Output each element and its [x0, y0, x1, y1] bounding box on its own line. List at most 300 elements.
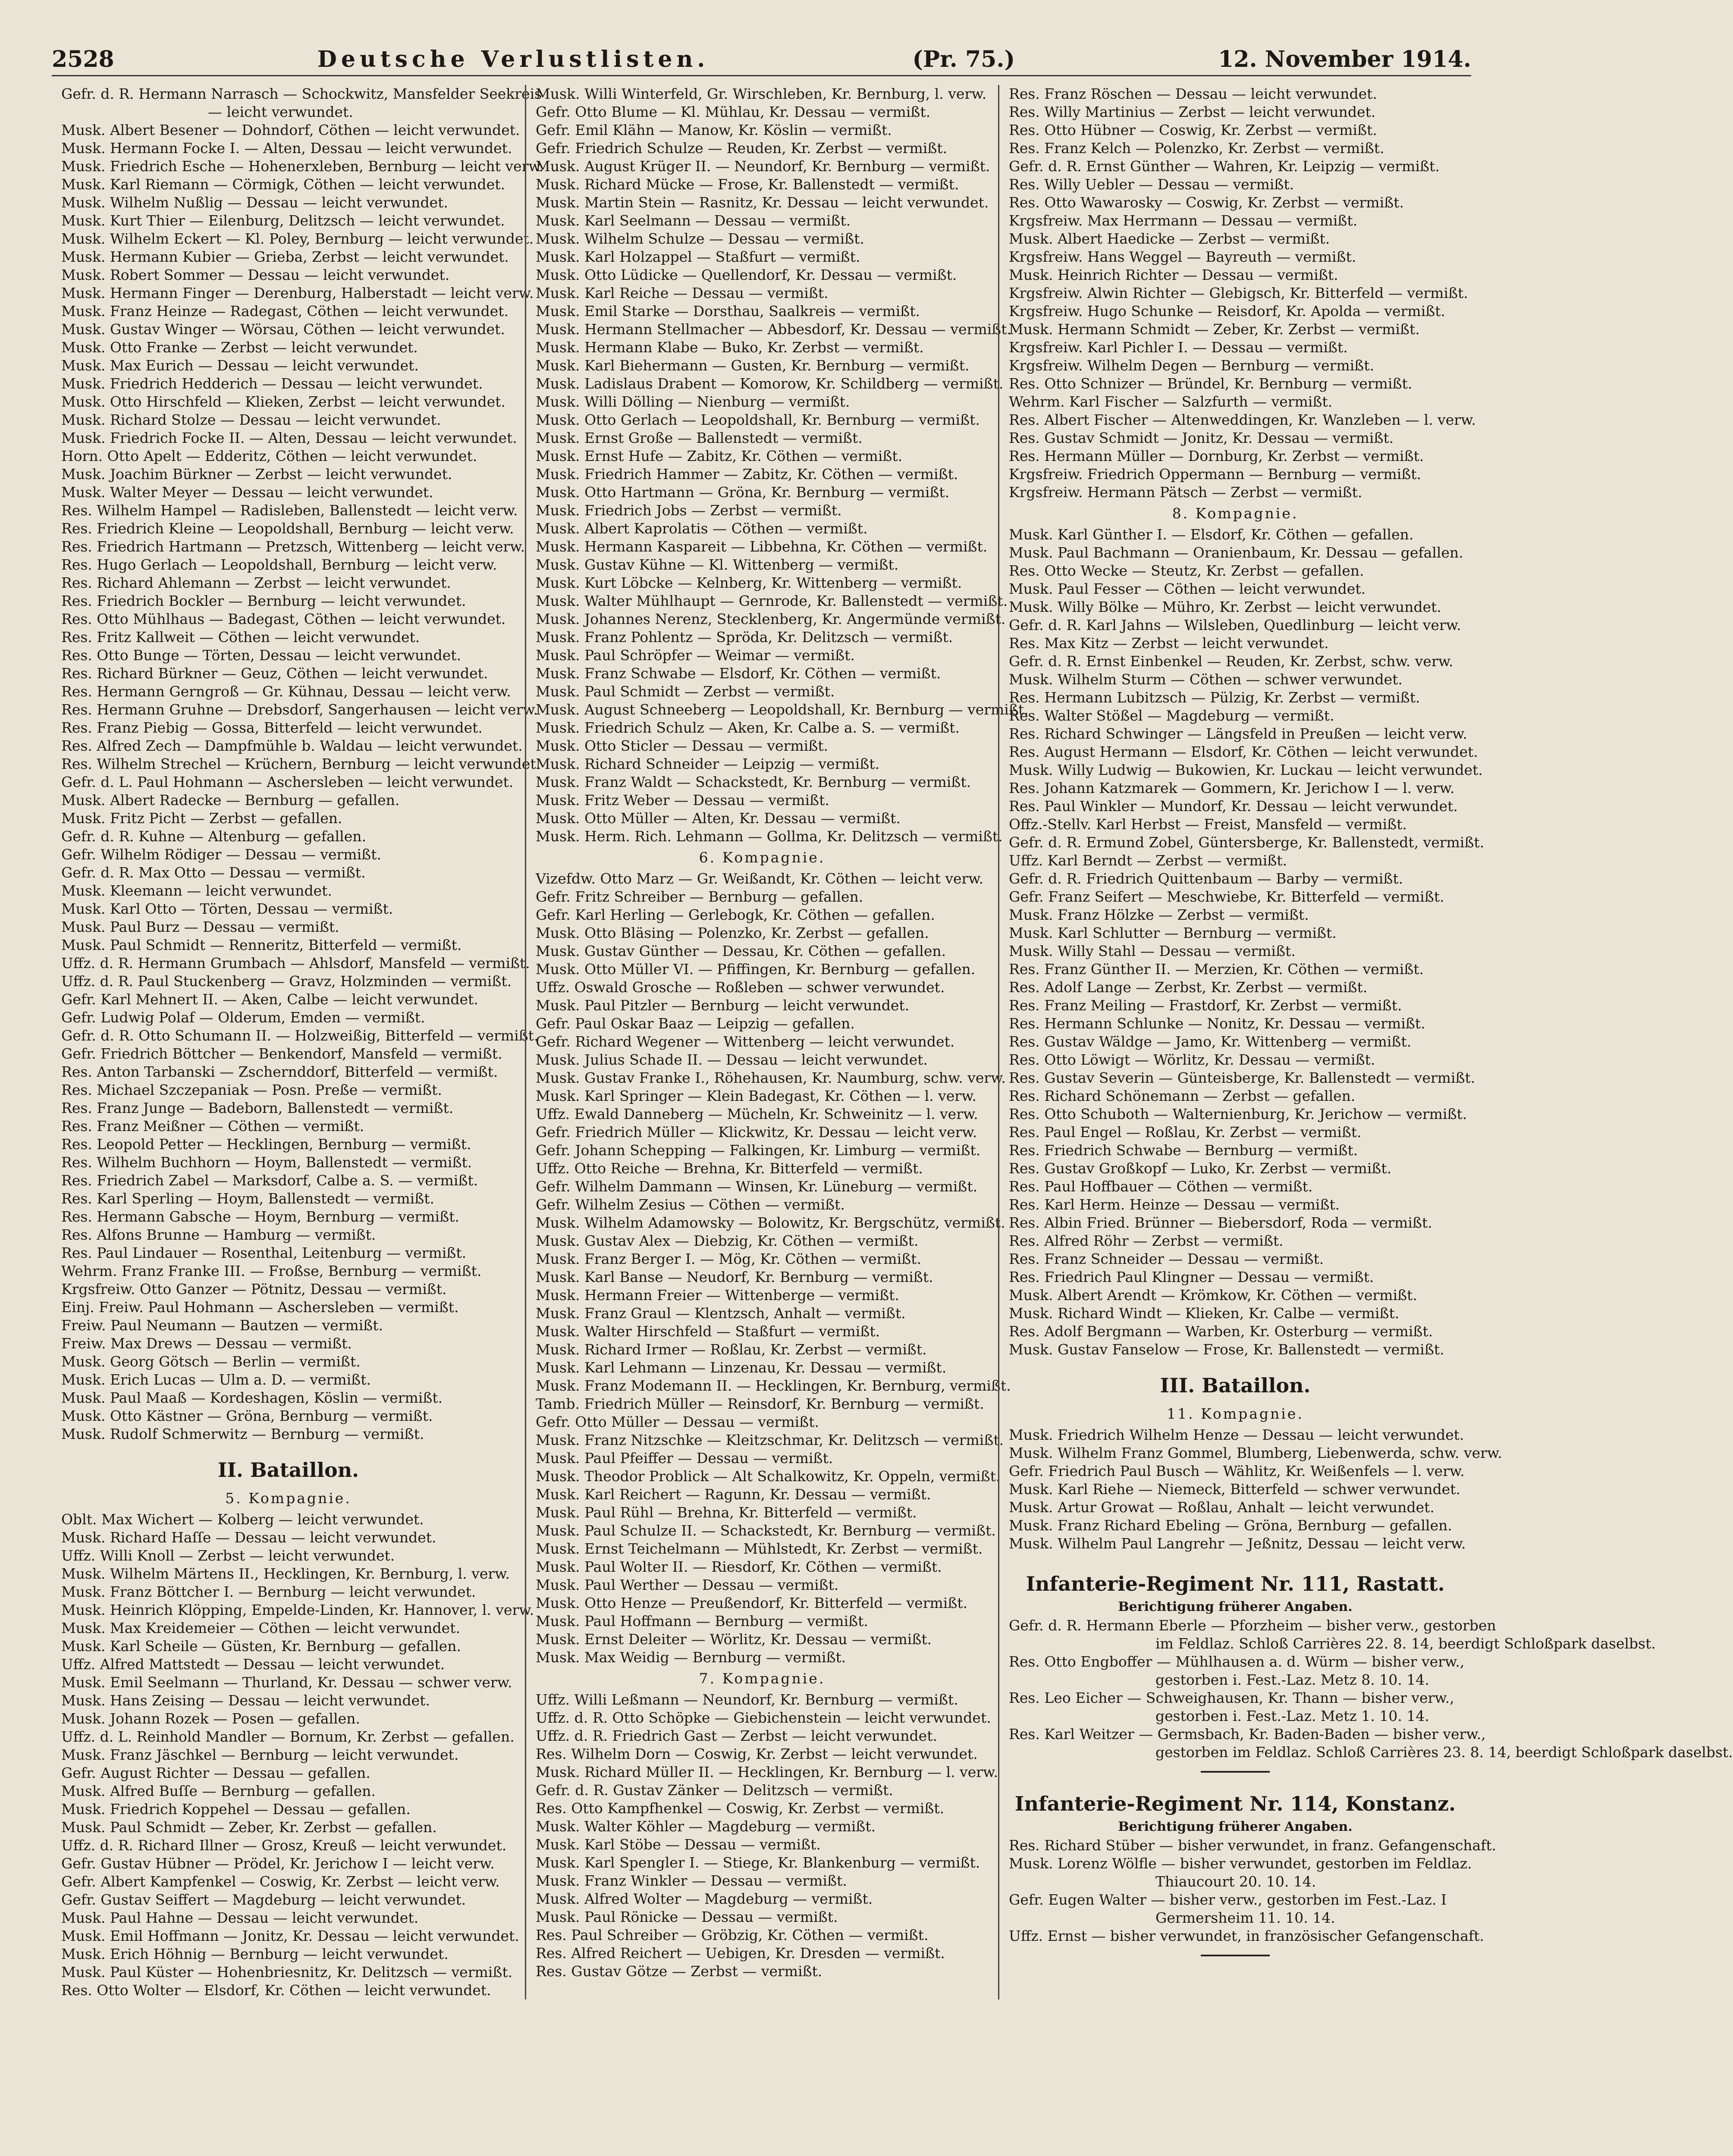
list-entry: Res. Otto Engboffer — Mühlhausen a. d. Würm — bisher verw.,	[1009, 1653, 1465, 1670]
list-entry-continuation: im Feldlaz. Schloß Carrières 22. 8. 14, beerdigt Schloßpark daselbst.	[1155, 1635, 1656, 1652]
list-entry: Res. Paul Engel — Roßlau, Kr. Zerbst — vermißt.	[1009, 1124, 1362, 1141]
list-entry: Gefr. Otto Müller — Dessau — vermißt.	[536, 1413, 819, 1430]
list-entry: Gefr. Friedrich Müller — Klickwitz, Kr. Dessau — leicht verw.	[536, 1124, 977, 1141]
list-entry: Musk. Friedrich Koppehel — Dessau — gefallen.	[61, 1801, 411, 1818]
list-entry: Musk. Friedrich Hedderich — Dessau — leicht verwundet.	[61, 375, 483, 392]
list-entry: Res. Franz Piebig — Gossa, Bitterfeld — leicht verwundet.	[61, 719, 483, 736]
list-entry: Musk. Wilhelm Paul Langrehr — Jeßnitz, Dessau — leicht verw.	[1009, 1535, 1466, 1552]
list-entry: Uffz. Karl Berndt — Zerbst — vermißt.	[1009, 852, 1287, 869]
separator-rule	[1201, 1771, 1270, 1773]
list-entry: Res. Alfred Zech — Dampfmühle b. Waldau — leicht verwundet.	[61, 737, 523, 754]
list-entry: Musk. Albert Haedicke — Zerbst — vermißt.	[1009, 230, 1330, 247]
list-entry: Musk. Alfred Buſſe — Bernburg — gefallen.	[61, 1783, 376, 1799]
list-entry: Musk. Paul Rönicke — Dessau — vermißt.	[536, 1908, 838, 1925]
list-entry: Musk. Franz Böttcher I. — Bernburg — leicht verwundet.	[61, 1583, 476, 1600]
list-entry: Res. Otto Wecke — Steutz, Kr. Zerbst — gefallen.	[1009, 562, 1364, 579]
list-entry-continuation: gestorben i. Fest.-Laz. Metz 1. 10. 14.	[1155, 1708, 1429, 1724]
list-entry: Res. Hermann Gruhne — Drebsdorf, Sangerhausen — leicht verw.	[61, 701, 538, 718]
list-entry: Gefr. d. R. Kuhne — Altenburg — gefallen.	[61, 828, 366, 845]
list-entry: Musk. Albert Arendt — Krömkow, Kr. Cöthen — vermißt.	[1009, 1287, 1417, 1304]
list-entry: Gefr. Richard Wegener — Wittenberg — leicht verwundet.	[536, 1033, 955, 1050]
list-entry: Res. Otto Bunge — Törten, Dessau — leicht verwundet.	[61, 647, 462, 664]
list-entry: Musk. Paul Schmidt — Zeber, Kr. Zerbst — gefallen.	[61, 1819, 437, 1836]
list-entry: Musk. Emil Starke — Dorsthau, Saalkreis — vermißt.	[536, 303, 920, 320]
list-entry: Musk. Friedrich Jobs — Zerbst — vermißt.	[536, 502, 842, 519]
list-entry: Res. Michael Szczepaniak — Posn. Preße — vermißt.	[61, 1081, 442, 1098]
list-entry: Res. Walter Stößel — Magdeburg — vermißt.	[1009, 707, 1334, 724]
list-entry: Res. Alfons Brunne — Hamburg — vermißt.	[61, 1226, 376, 1243]
list-entry: Res. Otto Wolter — Elsdorf, Kr. Cöthen — leicht verwundet.	[61, 1982, 491, 1999]
list-entry: Gefr. d. R. Max Otto — Dessau — vermißt.	[61, 864, 366, 881]
list-entry: Musk. Hermann Stellmacher — Abbesdorf, Kr. Dessau — vermißt.	[536, 321, 1011, 338]
list-entry: Musk. Paul Schulze II. — Schackstedt, Kr. Bernburg — vermißt.	[536, 1522, 996, 1539]
list-entry: Musk. Karl Scheile — Güsten, Kr. Bernburg — gefallen.	[61, 1638, 461, 1655]
list-entry: Gefr. d. R. Ermund Zobel, Güntersberge, Kr. Ballenstedt, vermißt.	[1009, 834, 1485, 851]
list-entry: Musk. Karl Springer — Klein Badegast, Kr. Cöthen — l. verw.	[536, 1087, 976, 1104]
company-heading: 7. Kompagnie.	[699, 1670, 826, 1687]
list-entry: Musk. Paul Maaß — Kordeshagen, Köslin — vermißt.	[61, 1389, 443, 1406]
list-entry: Vizefdw. Otto Marz — Gr. Weißandt, Kr. Cöthen — leicht verw.	[536, 870, 984, 887]
list-entry: Musk. Ernst Deleiter — Wörlitz, Kr. Dessau — vermißt.	[536, 1631, 932, 1648]
list-entry: Musk. Walter Hirschfeld — Staßfurt — vermißt.	[536, 1323, 880, 1340]
list-entry: Gefr. d. R. Gustav Zänker — Delitzsch — vermißt.	[536, 1782, 893, 1799]
list-entry: Gefr. d. R. Ernst Einbenkel — Reuden, Kr. Zerbst, schw. verw.	[1009, 653, 1454, 670]
list-entry: Res. Franz Meißner — Cöthen — vermißt.	[61, 1118, 364, 1134]
list-entry: Musk. Willy Stahl — Dessau — vermißt.	[1009, 943, 1296, 959]
list-entry: Uffz. d. L. Reinhold Mandler — Bornum, Kr. Zerbst — gefallen.	[61, 1728, 515, 1745]
list-entry: Oblt. Max Wichert — Kolberg — leicht verwundet.	[61, 1511, 424, 1528]
list-entry: Musk. Richard Schneider — Leipzig — vermißt.	[536, 755, 879, 772]
list-entry: Musk. Paul Pfeiffer — Dessau — vermißt.	[536, 1450, 833, 1467]
list-entry: Krgsfreiw. Max Herrmann — Dessau — vermißt.	[1009, 212, 1358, 229]
list-entry-continuation: Thiaucourt 20. 10. 14.	[1155, 1873, 1316, 1890]
company-heading: 6. Kompagnie.	[699, 849, 826, 866]
list-entry: Res. Otto Kampfhenkel — Coswig, Kr. Zerbst — vermißt.	[536, 1800, 945, 1817]
list-entry: Res. Leopold Petter — Hecklingen, Bernburg — vermißt.	[61, 1136, 471, 1153]
list-entry: Horn. Otto Apelt — Edderitz, Cöthen — leicht verwundet.	[61, 448, 477, 464]
list-entry: Musk. Hermann Freier — Wittenberge — vermißt.	[536, 1287, 899, 1304]
list-entry: Musk. Rudolf Schmerwitz — Bernburg — vermißt.	[61, 1426, 424, 1442]
list-entry: Musk. Otto Hartmann — Gröna, Kr. Bernburg — vermißt.	[536, 484, 950, 501]
list-entry: Musk. Max Kreidemeier — Cöthen — leicht verwundet.	[61, 1620, 460, 1636]
list-entry: Musk. Theodor Problick — Alt Schalkowitz, Kr. Oppeln, vermißt.	[536, 1468, 1001, 1485]
list-entry: Musk. Otto Lüdicke — Quellendorf, Kr. Dessau — vermißt.	[536, 266, 957, 283]
list-entry: Musk. Emil Seelmann — Thurland, Kr. Dessau — schwer verw.	[61, 1674, 512, 1691]
list-entry: Res. Karl Weitzer — Germsbach, Kr. Baden-Baden — bisher verw.,	[1009, 1726, 1486, 1742]
list-entry: Res. Hermann Gabsche — Hoym, Bernburg — vermißt.	[61, 1208, 459, 1225]
list-entry: Musk. Franz Graul — Klentzsch, Anhalt — vermißt.	[536, 1305, 906, 1322]
list-entry: Res. Gustav Wäldge — Jamo, Kr. Wittenberg — vermißt.	[1009, 1033, 1412, 1050]
regiment-heading: Infanterie-Regiment Nr. 111, Rastatt.	[1026, 1572, 1445, 1595]
list-entry: Res. Friedrich Kleine — Leopoldshall, Bernburg — leicht verw.	[61, 520, 514, 537]
list-entry: Musk. Gustav Franke I., Röhehausen, Kr. Naumburg, schw. verw.	[536, 1069, 1006, 1086]
list-entry: Musk. Emil Hoffmann — Jonitz, Kr. Dessau — leicht verwundet.	[61, 1927, 519, 1944]
list-entry: Musk. Paul Werther — Dessau — vermißt.	[536, 1576, 839, 1593]
list-entry: Musk. Gustav Günther — Dessau, Kr. Cöthen — gefallen.	[536, 943, 946, 959]
list-entry: Res. Franz Röschen — Dessau — leicht verwundet.	[1009, 85, 1377, 102]
list-entry: Res. Max Kitz — Zerbst — leicht verwundet.	[1009, 635, 1329, 652]
list-entry: Musk. Otto Hirschfeld — Klieken, Zerbst — leicht verwundet.	[61, 393, 505, 410]
list-entry: Uffz. d. R. Richard Illner — Grosz, Kreuß — leicht verwundet.	[61, 1837, 507, 1854]
list-entry: Krgsfreiw. Karl Pichler I. — Dessau — vermißt.	[1009, 339, 1348, 356]
list-entry: Musk. Willi Winterfeld, Gr. Wirschleben, Kr. Bernburg, l. verw.	[536, 85, 987, 102]
company-heading: 8. Kompagnie.	[1172, 505, 1299, 522]
list-entry: Musk. Otto Franke — Zerbst — leicht verwundet.	[61, 339, 418, 356]
list-entry: Musk. Ernst Hufe — Zabitz, Kr. Cöthen — vermißt.	[536, 448, 903, 464]
list-entry: Musk. Paul Bachmann — Oranienbaum, Kr. Dessau — gefallen.	[1009, 544, 1463, 561]
list-entry: Gefr. d. R. Hermann Narrasch — Schockwitz, Mansfelder Seekreis	[61, 85, 542, 102]
list-entry: Uffz. d. R. Otto Schöpke — Giebichenstein — leicht verwundet.	[536, 1709, 991, 1726]
list-entry: Gefr. Franz Seifert — Meschwiebe, Kr. Bitterfeld — vermißt.	[1009, 888, 1444, 905]
issue-number: (Pr. 75.)	[912, 46, 1015, 72]
list-entry: Res. Johann Katzmarek — Gommern, Kr. Jerichow I — l. verw.	[1009, 780, 1455, 796]
list-entry: Musk. Friedrich Schulz — Aken, Kr. Calbe a. S. — vermißt.	[536, 719, 960, 736]
list-entry: Gefr. Otto Blume — Kl. Mühlau, Kr. Dessau — vermißt.	[536, 103, 931, 120]
list-entry: Offz.-Stellv. Karl Herbst — Freist, Mansfeld — vermißt.	[1009, 816, 1407, 833]
list-entry: Musk. Friedrich Esche — Hohenerxleben, Bernburg — leicht verw.	[61, 158, 544, 175]
list-entry: Gefr. Emil Klähn — Manow, Kr. Köslin — vermißt.	[536, 122, 892, 138]
list-entry: Tamb. Friedrich Müller — Reinsdorf, Kr. Bernburg — vermißt.	[536, 1395, 984, 1412]
list-entry: Musk. Hermann Klabe — Buko, Kr. Zerbst — vermißt.	[536, 339, 924, 356]
list-entry: Uffz. Willi Leßmann — Neundorf, Kr. Bernburg — vermißt.	[536, 1691, 958, 1708]
list-entry: Wehrm. Karl Fischer — Salzfurth — vermißt.	[1009, 393, 1333, 410]
list-entry: Musk. Karl Spengler I. — Stiege, Kr. Blankenburg — vermißt.	[536, 1854, 980, 1871]
list-entry: Musk. Max Eurich — Dessau — leicht verwundet.	[61, 357, 419, 374]
list-entry: Musk. Karl Biehermann — Gusten, Kr. Bernburg — vermißt.	[536, 357, 970, 374]
list-entry-continuation: gestorben i. Fest.-Laz. Metz 8. 10. 14.	[1155, 1671, 1429, 1688]
list-entry: Musk. Wilhelm Adamowsky — Bolowitz, Kr. Bergschütz, vermißt.	[536, 1214, 1005, 1231]
list-entry: Res. Otto Schuboth — Walternienburg, Kr. Jerichow — vermißt.	[1009, 1106, 1467, 1122]
list-entry: Musk. Richard Irmer — Roßlau, Kr. Zerbst — vermißt.	[536, 1341, 927, 1358]
list-entry: Res. Paul Lindauer — Rosenthal, Leitenburg — vermißt.	[61, 1244, 467, 1261]
list-entry: Krgsfreiw. Otto Ganzer — Pötnitz, Dessau — vermißt.	[61, 1281, 447, 1297]
list-entry: Musk. Albert Radecke — Bernburg — gefallen.	[61, 792, 400, 808]
list-entry: Musk. Johannes Nerenz, Stecklenberg, Kr. Angermünde vermißt.	[536, 611, 1006, 627]
list-entry: Gefr. Karl Herling — Gerlebogk, Kr. Cöthen — gefallen.	[536, 906, 935, 923]
battalion-heading: III. Bataillon.	[1160, 1374, 1311, 1397]
list-entry: Gefr. August Richter — Dessau — gefallen.	[61, 1764, 370, 1781]
list-entry: Res. Karl Sperling — Hoym, Ballenstedt — vermißt.	[61, 1190, 434, 1207]
list-entry: Res. Albert Fischer — Altenweddingen, Kr. Wanzleben — l. verw.	[1009, 411, 1476, 428]
list-entry: Musk. Albert Kaprolatis — Cöthen — vermißt.	[536, 520, 868, 537]
list-entry: Res. Alfred Reichert — Uebigen, Kr. Dresden — vermißt.	[536, 1945, 945, 1962]
list-entry: Musk. Heinrich Richter — Dessau — vermißt.	[1009, 266, 1338, 283]
list-entry: Res. Karl Herm. Heinze — Dessau — vermißt.	[1009, 1196, 1340, 1213]
list-entry: Musk. Gustav Kühne — Kl. Wittenberg — vermißt.	[536, 556, 899, 573]
list-entry: Krgsfreiw. Hermann Pätsch — Zerbst — vermißt.	[1009, 484, 1363, 501]
list-entry: Musk. Otto Sticler — Dessau — vermißt.	[536, 737, 828, 754]
list-entry: Musk. Albert Besener — Dohndorf, Cöthen — leicht verwundet.	[61, 122, 520, 138]
list-entry: Musk. Martin Stein — Rasnitz, Kr. Dessau — leicht verwundet.	[536, 194, 989, 211]
list-entry: Res. Friedrich Bockler — Bernburg — leicht verwundet.	[61, 592, 466, 609]
list-entry: Res. Richard Ahlemann — Zerbst — leicht verwundet.	[61, 574, 451, 591]
list-entry: Musk. Paul Fesser — Cöthen — leicht verwundet.	[1009, 580, 1366, 597]
list-entry: Musk. Richard Haſſe — Dessau — leicht verwundet.	[61, 1529, 436, 1546]
list-entry: Res. Leo Eicher — Schweighausen, Kr. Thann — bisher verw.,	[1009, 1689, 1454, 1706]
list-entry: Gefr. Wilhelm Zesius — Cöthen — vermißt.	[536, 1196, 845, 1213]
list-entry: Gefr. Gustav Seiffert — Magdeburg — leicht verwundet.	[61, 1891, 466, 1908]
list-entry: Musk. Otto Müller VI. — Pfiffingen, Kr. Bernburg — gefallen.	[536, 961, 976, 978]
list-entry: Musk. Wilhelm Schulze — Dessau — vermißt.	[536, 230, 864, 247]
list-entry: Res. Otto Mühlhaus — Badegast, Cöthen — leicht verwundet.	[61, 611, 506, 627]
list-entry: Musk. Paul Küster — Hohenbriesnitz, Kr. Delitzsch — vermißt.	[61, 1964, 513, 1981]
list-entry: Musk. Wilhelm Sturm — Cöthen — schwer verwundet.	[1009, 671, 1403, 688]
list-entry: Musk. Otto Bläsing — Polenzko, Kr. Zerbst — gefallen.	[536, 924, 929, 941]
list-entry: Musk. Otto Kästner — Gröna, Bernburg — vermißt.	[61, 1407, 433, 1424]
list-entry: Uffz. Oswald Grosche — Roßleben — schwer verwundet.	[536, 979, 945, 996]
list-entry: Res. Franz Meiling — Frastdorf, Kr. Zerbst — vermißt.	[1009, 997, 1402, 1014]
list-entry: Musk. Franz Heinze — Radegast, Cöthen — leicht verwundet.	[61, 303, 509, 320]
list-entry: Musk. Richard Müller II. — Hecklingen, Kr. Bernburg — l. verw.	[536, 1764, 998, 1780]
list-entry-continuation: gestorben im Feldlaz. Schloß Carrières 23. 8. 14, beerdigt Schloßpark daselbst.	[1155, 1744, 1733, 1761]
list-entry: Musk. Alfred Wolter — Magdeburg — vermißt.	[536, 1890, 873, 1907]
list-entry: Res. Willy Martinius — Zerbst — leicht verwundet.	[1009, 103, 1376, 120]
list-entry: Musk. Hermann Finger — Derenburg, Halberstadt — leicht verw.	[61, 285, 534, 301]
list-entry: Gefr. Karl Mehnert II. — Aken, Calbe — leicht verwundet.	[61, 991, 478, 1008]
publication-title: Deutsche Verlustlisten.	[317, 46, 710, 72]
list-entry: Musk. Kleemann — leicht verwundet.	[61, 882, 332, 899]
column-1	[52, 85, 544, 1999]
list-entry: Res. Otto Hübner — Coswig, Kr. Zerbst — vermißt.	[1009, 122, 1377, 138]
list-entry: Einj. Freiw. Paul Hohmann — Aschersleben — vermißt.	[61, 1299, 459, 1316]
list-entry: Gefr. d. R. Hermann Eberle — Pforzheim — bisher verw., gestorben	[1009, 1617, 1496, 1634]
list-entry: Res. August Hermann — Elsdorf, Kr. Cöthen — leicht verwundet.	[1009, 743, 1478, 760]
list-entry: Uffz. d. R. Friedrich Gast — Zerbst — leicht verwundet.	[536, 1727, 937, 1744]
list-entry: Musk. August Krüger II. — Neundorf, Kr. Bernburg — vermißt.	[536, 158, 990, 175]
list-entry: Uffz. Otto Reiche — Brehna, Kr. Bitterfeld — vermißt.	[536, 1160, 923, 1177]
list-entry: Musk. Willy Ludwig — Bukowien, Kr. Luckau — leicht verwundet.	[1009, 761, 1483, 778]
list-entry: Musk. Karl Seelmann — Dessau — vermißt.	[536, 212, 851, 229]
list-entry: Musk. Paul Wolter II. — Riesdorf, Kr. Cöthen — vermißt.	[536, 1558, 942, 1575]
list-entry: Krgsfreiw. Wilhelm Degen — Bernburg — vermißt.	[1009, 357, 1374, 374]
list-entry: Res. Gustav Großkopf — Luko, Kr. Zerbst — vermißt.	[1009, 1160, 1392, 1177]
list-entry: Res. Adolf Lange — Zerbst, Kr. Zerbst — vermißt.	[1009, 979, 1368, 996]
list-entry: Musk. Franz Berger I. — Mög, Kr. Cöthen — vermißt.	[536, 1250, 921, 1267]
list-entry: Gefr. Eugen Walter — bisher verw., gestorben im Fest.-Laz. I	[1009, 1891, 1447, 1908]
list-entry: Musk. Karl Günther I. — Elsdorf, Kr. Cöthen — gefallen.	[1009, 526, 1414, 543]
list-entry: Gefr. Ludwig Polaf — Olderum, Emden — vermißt.	[61, 1009, 425, 1026]
list-entry: Res. Franz Schneider — Dessau — vermißt.	[1009, 1250, 1324, 1267]
list-entry: Musk. Paul Schmidt — Zerbst — vermißt.	[536, 683, 835, 700]
list-entry: Musk. August Schneeberg — Leopoldshall, Kr. Bernburg — vermißt.	[536, 701, 1029, 718]
list-entry: Uffz. Willi Knoll — Zerbst — leicht verwundet.	[61, 1547, 395, 1564]
list-entry: Gefr. Friedrich Böttcher — Benkendorf, Mansfeld — vermißt.	[61, 1045, 502, 1062]
list-entry: Musk. Franz Waldt — Schackstedt, Kr. Bernburg — vermißt.	[536, 774, 971, 790]
list-entry: Uffz. Alfred Mattstedt — Dessau — leicht verwundet.	[61, 1656, 445, 1673]
list-entry: Musk. Artur Growat — Roßlau, Anhalt — leicht verwundet.	[1009, 1499, 1435, 1516]
list-entry: Gefr. d. R. Ernst Günther — Wahren, Kr. Leipzig — vermißt.	[1009, 158, 1440, 175]
list-entry: Musk. Paul Schmidt — Renneritz, Bitterfeld — vermißt.	[61, 937, 462, 953]
list-entry: Res. Fritz Kallweit — Cöthen — leicht verwundet.	[61, 629, 420, 646]
list-entry: Musk. Karl Reichert — Ragunn, Kr. Dessau — vermißt.	[536, 1486, 931, 1503]
list-entry: Gefr. Albert Kampfenkel — Coswig, Kr. Zerbst — leicht verw.	[61, 1873, 500, 1890]
list-entry: Musk. Karl Banse — Neudorf, Kr. Bernburg — vermißt.	[536, 1269, 933, 1285]
list-entry: Freiw. Max Drews — Dessau — vermißt.	[61, 1335, 352, 1352]
list-entry: Musk. Franz Hölzke — Zerbst — vermißt.	[1009, 906, 1309, 923]
battalion-heading: II. Bataillon.	[217, 1458, 359, 1482]
list-entry: Res. Adolf Bergmann — Warben, Kr. Osterburg — vermißt.	[1009, 1323, 1433, 1340]
list-entry: Musk. Walter Meyer — Dessau — leicht verwundet.	[61, 484, 433, 501]
list-entry: Gefr. Paul Oskar Baaz — Leipzig — gefallen.	[536, 1015, 855, 1032]
list-entry: Musk. Friedrich Focke II. — Alten, Dessau — leicht verwundet.	[61, 429, 517, 446]
list-entry: Musk. Karl Stöbe — Dessau — vermißt.	[536, 1836, 821, 1853]
list-entry: Musk. Kurt Löbcke — Kelnberg, Kr. Wittenberg — vermißt.	[536, 574, 962, 591]
list-entry: Musk. Franz Richard Ebeling — Gröna, Bernburg — gefallen.	[1009, 1517, 1452, 1534]
list-entry: Musk. Fritz Picht — Zerbst — gefallen.	[61, 810, 342, 827]
list-entry: Musk. Ladislaus Drabent — Komorow, Kr. Schildberg — vermißt.	[536, 375, 1004, 392]
list-entry: Res. Richard Schwinger — Längsfeld in Preußen — leicht verw.	[1009, 725, 1467, 742]
list-entry: Musk. Paul Hoffmann — Bernburg — vermißt.	[536, 1613, 868, 1630]
list-entry: Res. Wilhelm Strechel — Krüchern, Bernburg — leicht verwundet.	[61, 755, 541, 772]
list-entry: Res. Hermann Müller — Dornburg, Kr. Zerbst — vermißt.	[1009, 448, 1424, 464]
list-entry: Uffz. d. R. Paul Stuckenberg — Gravz, Holzminden — vermißt.	[61, 973, 512, 990]
section-subheading: Berichtigung früherer Angaben.	[1118, 1819, 1353, 1834]
list-entry: Musk. Karl Riemann — Cörmigk, Cöthen — leicht verwundet.	[61, 176, 505, 193]
list-entry: Musk. Franz Jäschkel — Bernburg — leicht verwundet.	[61, 1746, 459, 1763]
list-entry: Musk. Gustav Winger — Wörsau, Cöthen — leicht verwundet.	[61, 321, 505, 338]
list-entry: Res. Paul Winkler — Mundorf, Kr. Dessau — leicht verwundet.	[1009, 798, 1458, 815]
list-entry: Res. Wilhelm Dorn — Coswig, Kr. Zerbst — leicht verwundet.	[536, 1745, 978, 1762]
list-entry: Musk. Ernst Große — Ballenstedt — vermißt.	[536, 429, 863, 446]
list-entry: Res. Gustav Schmidt — Jonitz, Kr. Dessau — vermißt.	[1009, 429, 1394, 446]
list-entry: Musk. Paul Schröpfer — Weimar — vermißt.	[536, 647, 855, 664]
page-header	[52, 47, 1471, 76]
list-entry: Musk. Julius Schade II. — Dessau — leicht verwundet.	[536, 1051, 928, 1068]
list-entry: Uffz. Ewald Danneberg — Mücheln, Kr. Schweinitz — l. verw.	[536, 1106, 978, 1122]
list-entry: Res. Hermann Gerngroß — Gr. Kühnau, Dessau — leicht verw.	[61, 683, 511, 700]
list-entry: Gefr. d. R. Karl Jahns — Wilsleben, Quedlinburg — leicht verw.	[1009, 617, 1461, 633]
list-entry: Res. Hugo Gerlach — Leopoldshall, Bernburg — leicht verw.	[61, 556, 497, 573]
list-entry: Gefr. Fritz Schreiber — Bernburg — gefallen.	[536, 888, 863, 905]
list-entry: Res. Friedrich Zabel — Marksdorf, Calbe a. S. — vermißt.	[61, 1172, 478, 1189]
list-entry: Res. Friedrich Schwabe — Bernburg — vermißt.	[1009, 1142, 1358, 1159]
section-subheading: Berichtigung früherer Angaben.	[1118, 1599, 1353, 1614]
list-entry: Musk. Willy Bölke — Mühro, Kr. Zerbst — leicht verwundet.	[1009, 599, 1441, 615]
list-entry: Gefr. Johann Schepping — Falkingen, Kr. Limburg — vermißt.	[536, 1142, 981, 1159]
list-entry: Musk. Hermann Kaspareit — Libbehna, Kr. Cöthen — vermißt.	[536, 538, 988, 555]
company-heading: 11. Kompagnie.	[1167, 1405, 1304, 1422]
list-entry: Musk. Heinrich Klöpping, Empelde-Linden, Kr. Hannover, l. verw.	[61, 1601, 534, 1618]
list-entry: Musk. Wilhelm Franz Gommel, Blumberg, Liebenwerda, schw. verw.	[1009, 1445, 1502, 1461]
list-entry: Musk. Herm. Rich. Lehmann — Gollma, Kr. Delitzsch — vermißt.	[536, 828, 1003, 845]
list-entry: Musk. Karl Reiche — Dessau — vermißt.	[536, 285, 829, 301]
list-entry: Musk. Wilhelm Nußlig — Dessau — leicht verwundet.	[61, 194, 448, 211]
list-entry: Musk. Erich Höhnig — Bernburg — leicht verwundet.	[61, 1946, 449, 1962]
list-entry: Gefr. Wilhelm Rödiger — Dessau — vermißt.	[61, 846, 381, 863]
list-entry: Musk. Richard Windt — Klieken, Kr. Calbe — vermißt.	[1009, 1305, 1400, 1322]
list-entry: Res. Paul Schreiber — Gröbzig, Kr. Cöthen — vermißt.	[536, 1927, 929, 1943]
list-entry: Res. Wilhelm Buchhorn — Hoym, Ballenstedt — vermißt.	[61, 1154, 472, 1171]
list-entry: Res. Franz Junge — Badeborn, Ballenstedt — vermißt.	[61, 1100, 454, 1116]
list-entry: Res. Franz Kelch — Polenzko, Kr. Zerbst — vermißt.	[1009, 140, 1385, 157]
column-3	[998, 85, 1733, 1999]
list-entry: Res. Friedrich Paul Klingner — Dessau — vermißt.	[1009, 1269, 1374, 1285]
list-entry: Musk. Karl Schlutter — Bernburg — vermißt.	[1009, 924, 1337, 941]
list-entry: Musk. Fritz Weber — Dessau — vermißt.	[536, 792, 829, 808]
list-entry: Krgsfreiw. Hans Weggel — Bayreuth — vermißt.	[1009, 248, 1356, 265]
list-entry: Res. Otto Löwigt — Wörlitz, Kr. Dessau — vermißt.	[1009, 1051, 1375, 1068]
list-entry-continuation: — leicht verwundet.	[208, 103, 353, 120]
list-entry: Res. Paul Hoffbauer — Cöthen — vermißt.	[1009, 1178, 1313, 1195]
list-entry: Musk. Karl Riehe — Niemeck, Bitterfeld — schwer verwundet.	[1009, 1481, 1460, 1498]
list-entry: Gefr. Friedrich Paul Busch — Wählitz, Kr. Weißenfels — l. verw.	[1009, 1463, 1465, 1479]
list-entry: Musk. Hans Zeising — Dessau — leicht verwundet.	[61, 1692, 430, 1709]
list-entry: Musk. Kurt Thier — Eilenburg, Delitzsch — leicht verwundet.	[61, 212, 505, 229]
list-entry: Res. Albin Fried. Brünner — Biebersdorf, Roda — vermißt.	[1009, 1214, 1432, 1231]
separator-rule	[1201, 1955, 1270, 1956]
text-columns	[52, 85, 1733, 1999]
list-entry: Res. Franz Günther II. — Merzien, Kr. Cöthen — vermißt.	[1009, 961, 1424, 978]
list-entry: Musk. Karl Holzappel — Staßfurt — vermißt.	[536, 248, 860, 265]
list-entry: Musk. Paul Hahne — Dessau — leicht verwundet.	[61, 1909, 419, 1926]
list-entry: Musk. Johann Rozek — Posen — gefallen.	[61, 1710, 360, 1727]
list-entry: Res. Otto Schnizer — Bründel, Kr. Bernburg — vermißt.	[1009, 375, 1413, 392]
list-entry: Musk. Hermann Focke I. — Alten, Dessau — leicht verwundet.	[61, 140, 512, 157]
list-entry: Res. Richard Bürkner — Geuz, Cöthen — leicht verwundet.	[61, 665, 488, 682]
list-entry: Musk. Otto Henze — Preußendorf, Kr. Bitterfeld — vermißt.	[536, 1595, 968, 1611]
list-entry: Res. Otto Wawarosky — Coswig, Kr. Zerbst — vermißt.	[1009, 194, 1404, 211]
list-entry: Musk. Friedrich Wilhelm Henze — Dessau — leicht verwundet.	[1009, 1426, 1464, 1443]
list-entry: Musk. Franz Modemann II. — Hecklingen, Kr. Bernburg, vermißt.	[536, 1377, 1011, 1394]
list-entry: Res. Hermann Schlunke — Nonitz, Kr. Dessau — vermißt.	[1009, 1015, 1425, 1032]
list-entry: Musk. Richard Stolze — Dessau — leicht verwundet.	[61, 411, 441, 428]
list-entry: Krgsfreiw. Hugo Schunke — Reisdorf, Kr. Apolda — vermißt.	[1009, 303, 1445, 320]
list-entry: Gefr. d. R. Otto Schumann II. — Holzweißig, Bitterfeld — vermißt.	[61, 1027, 539, 1044]
list-entry: Musk. Ernst Teichelmann — Mühlstedt, Kr. Zerbst — vermißt.	[536, 1540, 983, 1557]
list-entry: Musk. Friedrich Hammer — Zabitz, Kr. Cöthen — vermißt.	[536, 466, 958, 483]
list-entry: Musk. Franz Pohlentz — Spröda, Kr. Delitzsch — vermißt.	[536, 629, 953, 646]
list-entry: Musk. Otto Müller — Alten, Kr. Dessau — vermißt.	[536, 810, 901, 827]
list-entry: Musk. Robert Sommer — Dessau — leicht verwundet.	[61, 266, 450, 283]
list-entry: Musk. Gustav Alex — Diebzig, Kr. Cöthen — vermißt.	[536, 1232, 919, 1249]
list-entry: Gefr. d. L. Paul Hohmann — Aschersleben — leicht verwundet.	[61, 774, 514, 790]
list-entry: Musk. Gustav Fanselow — Frose, Kr. Ballenstedt — vermißt.	[1009, 1341, 1444, 1358]
list-entry: Gefr. Friedrich Schulze — Reuden, Kr. Zerbst — vermißt.	[536, 140, 948, 157]
list-entry: Res. Anton Tarbanski — Zschernddorf, Bitterfeld — vermißt.	[61, 1063, 498, 1080]
list-entry: Musk. Franz Nitzschke — Kleitzschmar, Kr. Delitzsch — vermißt.	[536, 1432, 1004, 1448]
list-entry: Res. Wilhelm Hampel — Radisleben, Ballenstedt — leicht verw.	[61, 502, 518, 519]
list-entry: Res. Hermann Lubitzsch — Pülzig, Kr. Zerbst — vermißt.	[1009, 689, 1420, 706]
page-number: 2528	[52, 46, 114, 72]
list-entry: Musk. Hermann Schmidt — Zeber, Kr. Zerbst — vermißt.	[1009, 321, 1420, 338]
list-entry: Uffz. Ernst — bisher verwundet, in französischer Gefangenschaft.	[1009, 1927, 1484, 1944]
list-entry: Musk. Hermann Kubier — Grieba, Zerbst — leicht verwundet.	[61, 248, 509, 265]
list-entry: Musk. Karl Lehmann — Linzenau, Kr. Dessau — vermißt.	[536, 1359, 947, 1376]
list-entry: Musk. Joachim Bürkner — Zerbst — leicht verwundet.	[61, 466, 452, 483]
list-entry: Gefr. Gustav Hübner — Prödel, Kr. Jerichow I — leicht verw.	[61, 1855, 495, 1872]
list-entry: Musk. Paul Rühl — Brehna, Kr. Bitterfeld — vermißt.	[536, 1504, 917, 1521]
list-entry: Krgsfreiw. Friedrich Oppermann — Bernburg — vermißt.	[1009, 466, 1422, 483]
list-entry-continuation: Germersheim 11. 10. 14.	[1155, 1909, 1335, 1926]
list-entry: Musk. Richard Mücke — Frose, Kr. Ballenstedt — vermißt.	[536, 176, 959, 193]
list-entry: Res. Gustav Severin — Günteisberge, Kr. Ballenstedt — vermißt.	[1009, 1069, 1476, 1086]
list-entry: Musk. Walter Mühlhaupt — Gernrode, Kr. Ballenstedt — vermißt.	[536, 592, 1008, 609]
list-entry: Musk. Karl Otto — Törten, Dessau — vermißt.	[61, 900, 393, 917]
list-entry: Res. Friedrich Hartmann — Pretzsch, Wittenberg — leicht verw.	[61, 538, 525, 555]
list-entry: Musk. Erich Lucas — Ulm a. D. — vermißt.	[61, 1371, 371, 1388]
list-entry: Res. Richard Stüber — bisher verwundet, in franz. Gefangenschaft.	[1009, 1837, 1497, 1854]
list-entry: Res. Willy Uebler — Dessau — vermißt.	[1009, 176, 1294, 193]
list-entry: Musk. Otto Gerlach — Leopoldshall, Kr. Bernburg — vermißt.	[536, 411, 980, 428]
regiment-heading: Infanterie-Regiment Nr. 114, Konstanz.	[1014, 1792, 1456, 1815]
list-entry: Freiw. Paul Neumann — Bautzen — vermißt.	[61, 1317, 383, 1334]
list-entry: Gefr. d. R. Friedrich Quittenbaum — Barby — vermißt.	[1009, 870, 1403, 887]
list-entry: Musk. Max Weidig — Bernburg — vermißt.	[536, 1649, 846, 1666]
list-entry: Musk. Wilhelm Märtens II., Hecklingen, Kr. Bernburg, l. verw.	[61, 1565, 510, 1582]
list-entry: Musk. Franz Schwabe — Elsdorf, Kr. Cöthen — vermißt.	[536, 665, 941, 682]
list-entry: Gefr. Wilhelm Dammann — Winsen, Kr. Lüneburg — vermißt.	[536, 1178, 978, 1195]
list-entry: Uffz. d. R. Hermann Grumbach — Ahlsdorf, Mansfeld — vermißt.	[61, 955, 530, 971]
